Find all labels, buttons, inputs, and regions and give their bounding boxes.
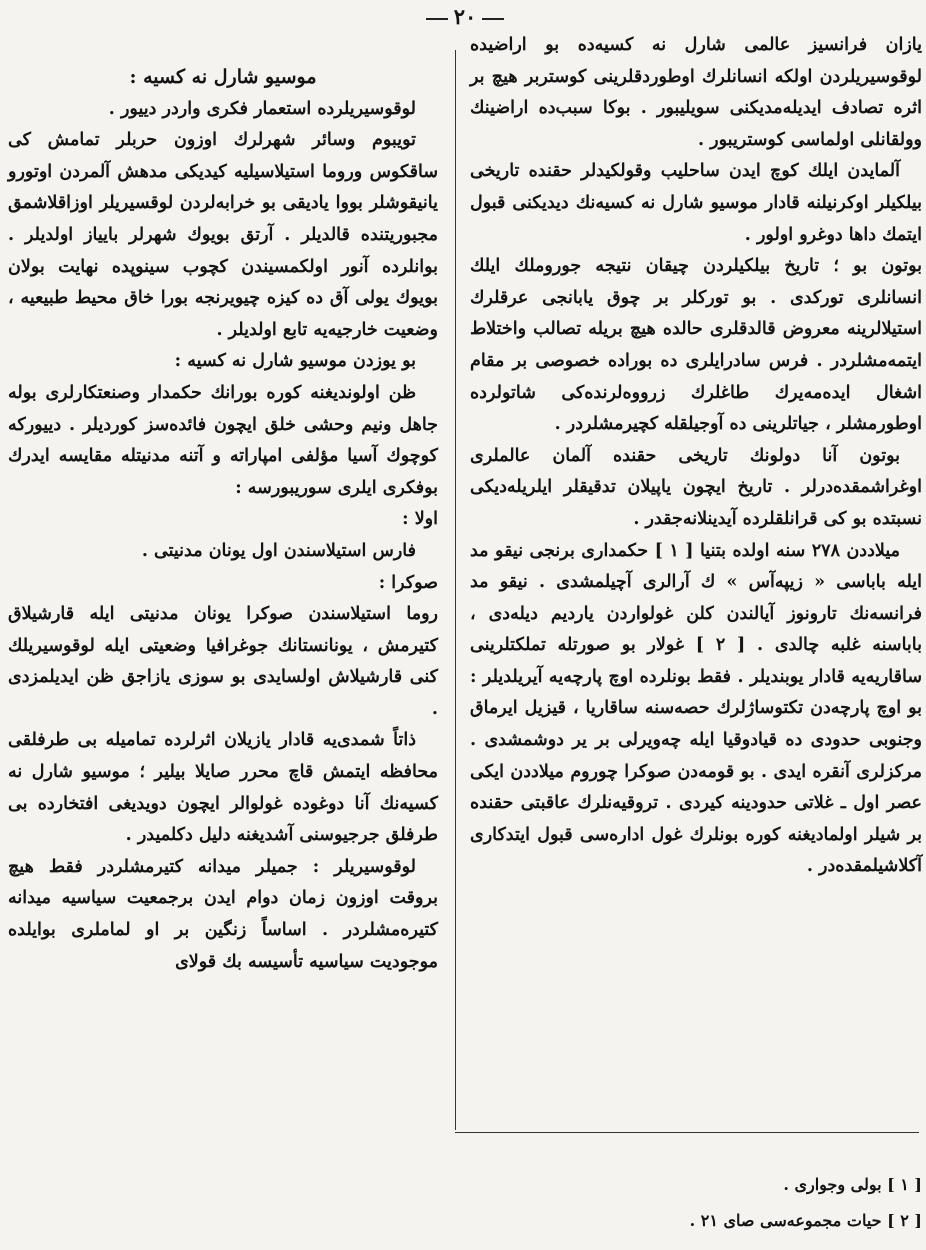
page-number-dash-right xyxy=(482,18,504,20)
page-number-dash-left xyxy=(426,18,448,20)
footnote-2: [ ٢ ] حیات مجموعه‌سی صای ٢١ . xyxy=(689,1211,922,1230)
left-paragraph: ذاتاً شمدی‌یه قادار یازیلان اثرلرده تمامیله بی طرفلقی محافظه ایتمش قاچ محرر صایلا بیلیر ؛ موسیو شارل نه کسیه‌نك آنا دوغوده غولوالر ایچون دویدیغی افتخارده بی طرفلق جرجیوسنی آشدیغنه دلیل دکلمیدر . xyxy=(8,730,438,846)
left-paragraph: ظن اولوندیغنه کوره بورانك حکمدار وصنعتکارلری بوله جاهل ونیم وحشی خلق ایچون فائده‌سز کوردیلر . دییورکه کوچوك آسیا مؤلفی امپاراته و آتنه مدنیتله مقایسه ایدرك بوفکری ایلری سوریبورسه : xyxy=(8,382,438,498)
right-paragraph: آلمایدن ایلك کوچ ایدن ساحلیب وقولکیدلر حقنده تاریخی بیلکیلر اوکرنیلنه قادار موسیو شارل نه کسیه‌نك دیدیکنی قبول ایتمك داها دوغرو اولور . xyxy=(470,161,922,245)
page-number-value: ٢٠ xyxy=(453,4,477,29)
left-column xyxy=(8,62,438,978)
right-paragraph: یازان فرانسیز عالمی شارل نه کسیه‌ده بو اراضیده لوقوسیریلردن اولکه انسانلرك اوطوردقلرینی کوستربر هیچ بر اثره تصادف ایدیله‌مدیکنی سویلیبور . بوکا سبب‌ده اراضینك وولقانلی اولماسی کوستریبور . xyxy=(470,35,922,150)
left-paragraph: لوقوسیریلر : جمیلر میدانه کتیرمشلردر فقط هیچ بروقت اوزون زمان دوام ایدن برجمعیت سیاسیه میدانه کتیره‌مشلردر . اساساً زنگین بر او لماملری بوایلده موجودیت سیاسیه تأسیسه بك قولای xyxy=(8,856,438,972)
left-paragraph: فارس استیلاسندن اول یونان مدنیتی . xyxy=(141,540,416,561)
left-paragraph: صوکرا : xyxy=(378,572,438,593)
right-paragraph: میلاددن ٢٧٨ سنه اولده بتنیا [ ١ ] حکمداری برنجی نیقو مد ایله باباسی « زیپه‌آس » ك آرالری آچیلمشدی . نیقو مد فرانسه‌نك تارونوز آیالندن کلن غولواردن یاردیم دیله‌دی ، باباسنه غلبه چالدی . [ ٢ ] غولار بو صورتله تملکتلرینی ساقاریه‌یه قادار یوبندیلر . فقط بونلرده اوچ پارچه‌یه آیریلدیلر : بو اوچ پارچه‌دن تکتوساژلرك حصه‌سنه ساقاریا ، قیزیل ایرماق وجنوبی حدودی ده قیادوقیا ایله چه‌ویرلی بر یر دوشمشدی . مرکزلری آنقره ایدی . بو قومه‌دن صوکرا چوروم میلاددن ایکی عصر اول ـ غلاتی حدودینه کیردی . تروقیه‌نلرك عاقبتی حقنده بر شیلر اولمادیغنه کوره بونلرك غول ادارەسی قبول ایتدکاری آکلاشیلمقده‌در . xyxy=(470,540,923,877)
left-paragraph: تویبوم وسائر شهرلرك اوزون حربلر تمامش کی ساقکوس وروما استیلاسیلیه کیدیکی مدهش آلمردن اوتورو یانیقوشلر بووا یادیقی بو خرابه‌لردن لوقسیریلر اوزاقلاشمق مجبوریتنده قالدیلر . آرتق بویوك شهرلر باییاز اولدیلر . بوانلرده آنور اولکمسیندن کچوب سینوپده نهایت بولان بویوك یولی آق ده کیزه چیویرنجه بورا خاق محیط طبیعیه ، وضعیت خارجیه‌یه تابع اولدیلر . xyxy=(8,130,438,340)
right-paragraph: بوتون آنا دولونك تاریخی حقنده آلمان عالملری اوغراشمقده‌درلر . تاریخ ایچون یاپیلان تدقیقلر ایلریله‌دیکی نسبتده بو کی قرانلقلرده آیدینلانه‌جقدر . xyxy=(470,445,922,529)
left-paragraph: لوقوسیریلرده استعمار فکری واردر دییور . xyxy=(108,98,416,119)
right-column xyxy=(470,30,922,883)
column-divider xyxy=(455,50,456,1130)
page-number xyxy=(410,2,520,32)
footnote-rule xyxy=(455,1132,919,1133)
left-paragraph: بو یوزدن موسیو شارل نه کسیه : xyxy=(174,351,416,372)
footnote-1: [ ١ ] بولی وجواری . xyxy=(783,1175,922,1194)
left-paragraph: روما استیلاسندن صوکرا یونان مدنیتی ایله قارشیلاق کتیرمش ، یونانستانك جوغرافیا وضعیتی ایله لوقوسیریلك کنی قارشیلاش اولسایدی بو سوزی یازاجق ظن ایدیلمزدی . xyxy=(8,604,438,719)
section-title: موسیو شارل نه کسیه : xyxy=(129,66,317,88)
right-paragraph: بوتون بو ؛ تاریخ بیلکیلردن چیقان نتیجه جوروملك ایلك انسانلری توركدی . بو توركلر بر چوق یابانجی عرقلرك استیلالرینه معروض قالدقلری حالده هیچ بریله تصالب واختلاط ایتمه‌مشلردر . فرس سادرایلری ده بوراده خصوصی بر مقام اشغال ایده‌مه‌یرك طاغلرك زرووه‌لرنده‌کی شاتولرده اوطورمشلر ، جیاتلرینی ده آوجیلقله کچیرمشلردر . xyxy=(470,256,922,435)
left-paragraph: اولا : xyxy=(402,509,438,530)
